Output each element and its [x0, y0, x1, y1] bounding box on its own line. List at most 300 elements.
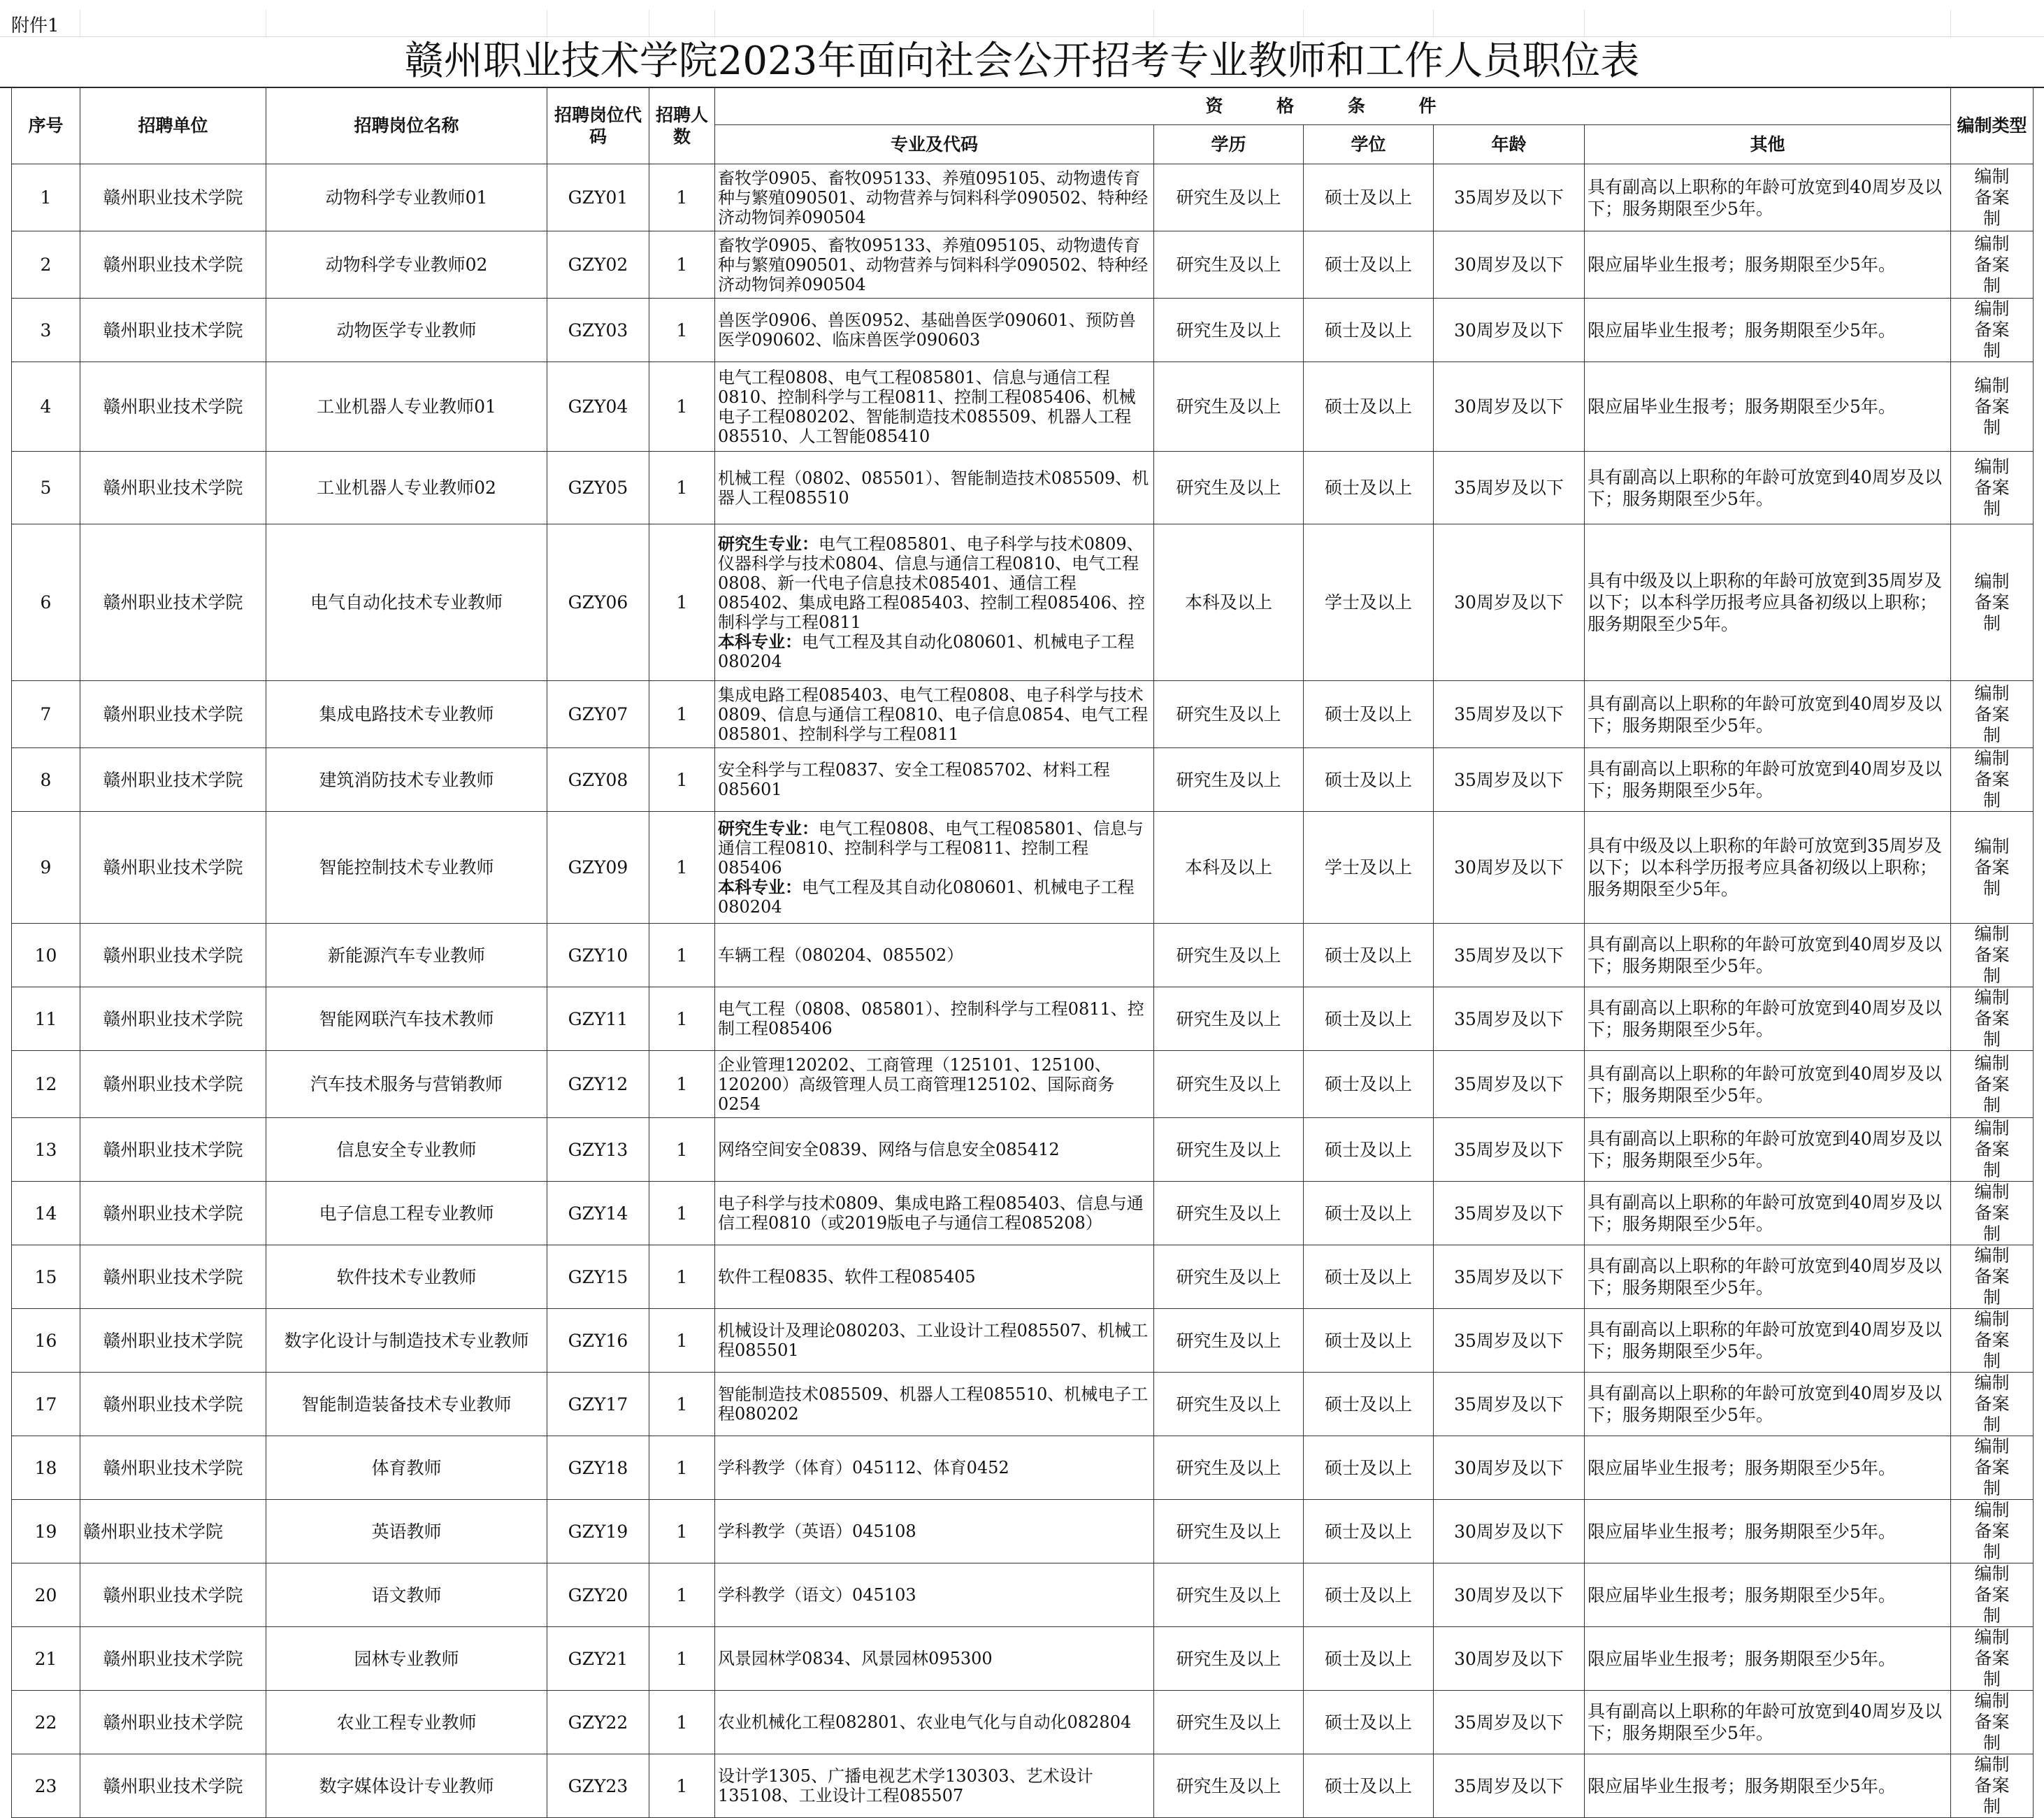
major-paragraph — [718, 878, 1151, 917]
cell-count: 1 — [649, 1182, 715, 1245]
cell-post-name: 建筑消防技术专业教师 — [266, 748, 547, 812]
annex-row — [0, 10, 2044, 37]
cell-post-code: GZY03 — [547, 299, 649, 362]
header-count: 招聘人数 — [649, 87, 715, 164]
cell-seq: 21 — [12, 1627, 80, 1691]
cell-age: 35周岁及以下 — [1434, 1691, 1585, 1754]
major-text: 网络空间安全0839、网络与信息安全085412 — [718, 1140, 1060, 1159]
cell-other: 限应届毕业生报考；服务期限至少5年。 — [1585, 1500, 1951, 1563]
cell-age: 35周岁及以下 — [1434, 452, 1585, 524]
cell-education: 研究生及以上 — [1154, 1118, 1304, 1182]
table-row — [12, 1118, 2034, 1182]
cell-age: 35周岁及以下 — [1434, 1051, 1585, 1118]
cell-education: 研究生及以上 — [1154, 1563, 1304, 1627]
sheet-gridline — [1153, 10, 1154, 36]
sheet-gridline — [1433, 10, 1434, 36]
cell-degree: 硕士及以上 — [1304, 362, 1434, 452]
cell-major — [715, 1500, 1154, 1563]
major-text: 机械设计及理论080203、工业设计工程085507、机械工程085501 — [718, 1321, 1149, 1360]
cell-age: 30周岁及以下 — [1434, 1436, 1585, 1500]
cell-other: 具有副高以上职称的年龄可放宽到40周岁及以下；服务期限至少5年。 — [1585, 924, 1951, 987]
cell-unit: 赣州职业技术学院 — [80, 362, 266, 452]
cell-other: 限应届毕业生报考；服务期限至少5年。 — [1585, 1754, 1951, 1818]
cell-age: 30周岁及以下 — [1434, 524, 1585, 681]
table-row — [12, 1691, 2034, 1754]
major-text: 学科教学（英语）045108 — [718, 1522, 916, 1541]
cell-count: 1 — [649, 987, 715, 1051]
major-text: 兽医学0906、兽医0952、基础兽医学090601、预防兽医学090602、临床兽医学090603 — [718, 310, 1136, 350]
header-post-name: 招聘岗位名称 — [266, 87, 547, 164]
major-category-label: 研究生专业： — [718, 818, 819, 838]
cell-post-code: GZY19 — [547, 1500, 649, 1563]
cell-other: 具有中级及以上职称的年龄可放宽到35周岁及以下；以本科学历报考应具备初级以上职称；服务期限至少5年。 — [1585, 524, 1951, 681]
cell-education: 研究生及以上 — [1154, 1182, 1304, 1245]
header-education: 学历 — [1154, 125, 1304, 164]
header-staffing: 编制类型 — [1951, 87, 2034, 164]
cell-unit: 赣州职业技术学院 — [80, 1627, 266, 1691]
cell-count: 1 — [649, 524, 715, 681]
table-row — [12, 1754, 2034, 1818]
cell-education: 研究生及以上 — [1154, 1245, 1304, 1309]
cell-other: 具有副高以上职称的年龄可放宽到40周岁及以下；服务期限至少5年。 — [1585, 681, 1951, 748]
table-row — [12, 1245, 2034, 1309]
cell-degree: 硕士及以上 — [1304, 681, 1434, 748]
cell-major — [715, 299, 1154, 362]
major-text: 电气工程及其自动化080601、机械电子工程080204 — [718, 877, 1135, 917]
cell-age: 35周岁及以下 — [1434, 748, 1585, 812]
table-row — [12, 1051, 2034, 1118]
cell-post-code: GZY20 — [547, 1563, 649, 1627]
major-text: 机械工程（0802、085501）、智能制造技术085509、机器人工程085510 — [718, 468, 1149, 508]
table-row — [12, 1436, 2034, 1500]
cell-education: 研究生及以上 — [1154, 299, 1304, 362]
cell-age: 30周岁及以下 — [1434, 231, 1585, 299]
cell-age: 35周岁及以下 — [1434, 1245, 1585, 1309]
cell-seq: 1 — [12, 164, 80, 231]
cell-post-name: 数字媒体设计专业教师 — [266, 1754, 547, 1818]
cell-count: 1 — [649, 812, 715, 924]
major-paragraph — [718, 468, 1151, 508]
cell-staffing: 编制备案制 — [1951, 748, 2034, 812]
cell-degree: 硕士及以上 — [1304, 987, 1434, 1051]
cell-seq: 10 — [12, 924, 80, 987]
major-text: 安全科学与工程0837、安全工程085702、材料工程085601 — [718, 760, 1110, 799]
cell-seq: 4 — [12, 362, 80, 452]
cell-post-code: GZY10 — [547, 924, 649, 987]
major-category-label: 本科专业： — [718, 877, 802, 897]
cell-unit: 赣州职业技术学院 — [80, 987, 266, 1051]
table-row — [12, 164, 2034, 231]
cell-education: 本科及以上 — [1154, 524, 1304, 681]
cell-unit: 赣州职业技术学院 — [80, 1691, 266, 1754]
cell-other: 限应届毕业生报考；服务期限至少5年。 — [1585, 362, 1951, 452]
cell-post-code: GZY15 — [547, 1245, 649, 1309]
cell-staffing: 编制备案制 — [1951, 299, 2034, 362]
cell-other: 具有副高以上职称的年龄可放宽到40周岁及以下；服务期限至少5年。 — [1585, 1118, 1951, 1182]
major-text: 设计学1305、广播电视艺术学130303、艺术设计135108、工业设计工程085507 — [718, 1766, 1093, 1805]
cell-degree: 硕士及以上 — [1304, 1182, 1434, 1245]
cell-post-name: 工业机器人专业教师02 — [266, 452, 547, 524]
cell-unit: 赣州职业技术学院 — [80, 1500, 266, 1563]
cell-count: 1 — [649, 1563, 715, 1627]
cell-unit: 赣州职业技术学院 — [80, 231, 266, 299]
major-paragraph — [718, 534, 1151, 632]
cell-education: 研究生及以上 — [1154, 1627, 1304, 1691]
cell-degree: 硕士及以上 — [1304, 1118, 1434, 1182]
cell-age: 35周岁及以下 — [1434, 164, 1585, 231]
cell-staffing: 编制备案制 — [1951, 681, 2034, 748]
cell-seq: 17 — [12, 1373, 80, 1436]
major-paragraph — [718, 1649, 1151, 1668]
cell-post-name: 信息安全专业教师 — [266, 1118, 547, 1182]
cell-education: 研究生及以上 — [1154, 1051, 1304, 1118]
cell-degree: 硕士及以上 — [1304, 1500, 1434, 1563]
cell-other: 具有副高以上职称的年龄可放宽到40周岁及以下；服务期限至少5年。 — [1585, 1373, 1951, 1436]
cell-staffing: 编制备案制 — [1951, 1051, 2034, 1118]
cell-unit: 赣州职业技术学院 — [80, 1563, 266, 1627]
cell-other: 限应届毕业生报考；服务期限至少5年。 — [1585, 299, 1951, 362]
cell-degree: 硕士及以上 — [1304, 1691, 1434, 1754]
cell-seq: 20 — [12, 1563, 80, 1627]
cell-count: 1 — [649, 1627, 715, 1691]
major-paragraph — [718, 1766, 1151, 1805]
cell-count: 1 — [649, 1754, 715, 1818]
major-text: 智能制造技术085509、机器人工程085510、机械电子工程080202 — [718, 1384, 1149, 1424]
cell-education: 研究生及以上 — [1154, 681, 1304, 748]
cell-count: 1 — [649, 231, 715, 299]
table-row — [12, 987, 2034, 1051]
cell-count: 1 — [649, 452, 715, 524]
cell-degree: 硕士及以上 — [1304, 1245, 1434, 1309]
cell-post-code: GZY21 — [547, 1627, 649, 1691]
cell-unit: 赣州职业技术学院 — [80, 1309, 266, 1373]
major-paragraph — [718, 1194, 1151, 1233]
cell-other: 限应届毕业生报考；服务期限至少5年。 — [1585, 231, 1951, 299]
header-other: 其他 — [1585, 125, 1951, 164]
cell-count: 1 — [649, 748, 715, 812]
cell-post-name: 农业工程专业教师 — [266, 1691, 547, 1754]
table-row — [12, 524, 2034, 681]
major-paragraph — [718, 1712, 1151, 1732]
cell-major — [715, 164, 1154, 231]
cell-staffing: 编制备案制 — [1951, 164, 2034, 231]
cell-staffing: 编制备案制 — [1951, 1754, 2034, 1818]
cell-post-code: GZY05 — [547, 452, 649, 524]
page-title: 赣州职业技术学院2023年面向社会公开招考专业教师和工作人员职位表 — [0, 36, 2044, 88]
major-text: 电气工程及其自动化080601、机械电子工程080204 — [718, 631, 1135, 671]
cell-education: 研究生及以上 — [1154, 987, 1304, 1051]
major-text: 电气工程0808、电气工程085801、信息与通信工程0810、控制科学与工程0811、控制工程085406 — [718, 818, 1144, 878]
cell-degree: 学士及以上 — [1304, 812, 1434, 924]
cell-degree: 硕士及以上 — [1304, 231, 1434, 299]
cell-staffing: 编制备案制 — [1951, 987, 2034, 1051]
header-qualifications — [715, 87, 1951, 125]
cell-post-name: 智能网联汽车技术教师 — [266, 987, 547, 1051]
header-post-code: 招聘岗位代码 — [547, 87, 649, 164]
cell-age: 30周岁及以下 — [1434, 1627, 1585, 1691]
cell-count: 1 — [649, 1118, 715, 1182]
cell-count: 1 — [649, 1051, 715, 1118]
cell-other: 限应届毕业生报考；服务期限至少5年。 — [1585, 1627, 1951, 1691]
cell-age: 35周岁及以下 — [1434, 1182, 1585, 1245]
cell-education: 研究生及以上 — [1154, 1309, 1304, 1373]
cell-other: 具有副高以上职称的年龄可放宽到40周岁及以下；服务期限至少5年。 — [1585, 164, 1951, 231]
header-unit: 招聘单位 — [80, 87, 266, 164]
cell-degree: 硕士及以上 — [1304, 452, 1434, 524]
cell-major — [715, 812, 1154, 924]
cell-post-name: 汽车技术服务与营销教师 — [266, 1051, 547, 1118]
cell-post-name: 新能源汽车专业教师 — [266, 924, 547, 987]
cell-education: 研究生及以上 — [1154, 362, 1304, 452]
cell-age: 35周岁及以下 — [1434, 1309, 1585, 1373]
cell-unit: 赣州职业技术学院 — [80, 164, 266, 231]
cell-seq: 13 — [12, 1118, 80, 1182]
cell-post-name: 软件技术专业教师 — [266, 1245, 547, 1309]
cell-post-code: GZY09 — [547, 812, 649, 924]
cell-seq: 8 — [12, 748, 80, 812]
cell-post-name: 动物科学专业教师02 — [266, 231, 547, 299]
cell-post-name: 动物科学专业教师01 — [266, 164, 547, 231]
cell-staffing: 编制备案制 — [1951, 1691, 2034, 1754]
cell-major — [715, 924, 1154, 987]
cell-unit: 赣州职业技术学院 — [80, 524, 266, 681]
major-paragraph — [718, 945, 1151, 965]
cell-post-name: 智能控制技术专业教师 — [266, 812, 547, 924]
cell-seq: 6 — [12, 524, 80, 681]
cell-age: 30周岁及以下 — [1434, 1563, 1585, 1627]
cell-education: 本科及以上 — [1154, 812, 1304, 924]
cell-seq: 14 — [12, 1182, 80, 1245]
cell-count: 1 — [649, 1500, 715, 1563]
cell-age: 30周岁及以下 — [1434, 299, 1585, 362]
cell-seq: 2 — [12, 231, 80, 299]
cell-major — [715, 1051, 1154, 1118]
cell-age: 35周岁及以下 — [1434, 924, 1585, 987]
cell-staffing: 编制备案制 — [1951, 1373, 2034, 1436]
cell-age: 35周岁及以下 — [1434, 987, 1585, 1051]
cell-seq: 23 — [12, 1754, 80, 1818]
major-text: 集成电路工程085403、电气工程0808、电子科学与技术0809、信息与通信工程0810、电子信息0854、电气工程085801、控制科学与工程0811 — [718, 685, 1149, 744]
cell-education: 研究生及以上 — [1154, 748, 1304, 812]
cell-staffing: 编制备案制 — [1951, 812, 2034, 924]
table-row — [12, 681, 2034, 748]
table-row — [12, 362, 2034, 452]
major-text: 畜牧学0905、畜牧095133、养殖095105、动物遗传育种与繁殖090501、动物营养与饲料科学090502、特种经济动物饲养090504 — [718, 235, 1149, 294]
cell-degree: 硕士及以上 — [1304, 1051, 1434, 1118]
major-text: 农业机械化工程082801、农业电气化与自动化082804 — [718, 1712, 1132, 1732]
annex-label: 附件1 — [11, 15, 59, 36]
major-category-label: 研究生专业： — [718, 534, 819, 554]
cell-unit: 赣州职业技术学院 — [80, 1373, 266, 1436]
major-paragraph — [718, 236, 1151, 294]
cell-post-code: GZY14 — [547, 1182, 649, 1245]
table-row — [12, 1373, 2034, 1436]
cell-unit: 赣州职业技术学院 — [80, 1245, 266, 1309]
cell-staffing: 编制备案制 — [1951, 362, 2034, 452]
table-row — [12, 1309, 2034, 1373]
cell-staffing: 编制备案制 — [1951, 1245, 2034, 1309]
cell-major — [715, 1118, 1154, 1182]
major-paragraph — [718, 1321, 1151, 1360]
cell-education: 研究生及以上 — [1154, 452, 1304, 524]
cell-post-code: GZY02 — [547, 231, 649, 299]
cell-post-code: GZY23 — [547, 1754, 649, 1818]
cell-degree: 硕士及以上 — [1304, 1563, 1434, 1627]
table-row — [12, 1182, 2034, 1245]
cell-seq: 5 — [12, 452, 80, 524]
sheet-gridline — [714, 10, 715, 36]
cell-staffing: 编制备案制 — [1951, 1627, 2034, 1691]
cell-seq: 15 — [12, 1245, 80, 1309]
cell-major — [715, 231, 1154, 299]
major-text: 学科教学（语文）045103 — [718, 1585, 916, 1605]
cell-post-name: 数字化设计与制造技术专业教师 — [266, 1309, 547, 1373]
cell-major — [715, 452, 1154, 524]
cell-age: 30周岁及以下 — [1434, 1500, 1585, 1563]
header-qualifications-text: 资 格 条 件 — [1205, 96, 1460, 116]
cell-degree: 硕士及以上 — [1304, 1373, 1434, 1436]
cell-unit: 赣州职业技术学院 — [80, 812, 266, 924]
cell-age: 30周岁及以下 — [1434, 362, 1585, 452]
cell-age: 30周岁及以下 — [1434, 812, 1585, 924]
cell-seq: 7 — [12, 681, 80, 748]
cell-seq: 11 — [12, 987, 80, 1051]
major-text: 风景园林学0834、风景园林095300 — [718, 1649, 993, 1668]
cell-count: 1 — [649, 362, 715, 452]
cell-post-name: 动物医学专业教师 — [266, 299, 547, 362]
table-row — [12, 452, 2034, 524]
cell-other: 具有副高以上职称的年龄可放宽到40周岁及以下；服务期限至少5年。 — [1585, 1691, 1951, 1754]
major-paragraph — [718, 999, 1151, 1038]
cell-count: 1 — [649, 1309, 715, 1373]
cell-age: 35周岁及以下 — [1434, 1373, 1585, 1436]
sheet-gridline — [1303, 10, 1304, 36]
cell-other: 具有副高以上职称的年龄可放宽到40周岁及以下；服务期限至少5年。 — [1585, 1182, 1951, 1245]
major-text: 企业管理120202、工商管理（125101、125100、120200）高级管理人员工商管理125102、国际商务0254 — [718, 1054, 1115, 1114]
major-paragraph — [718, 685, 1151, 744]
cell-unit: 赣州职业技术学院 — [80, 299, 266, 362]
cell-post-code: GZY22 — [547, 1691, 649, 1754]
major-text: 电气工程（0808、085801）、控制科学与工程0811、控制工程085406 — [718, 999, 1144, 1038]
cell-staffing: 编制备案制 — [1951, 452, 2034, 524]
cell-education: 研究生及以上 — [1154, 1436, 1304, 1500]
cell-staffing: 编制备案制 — [1951, 1563, 2034, 1627]
cell-other: 限应届毕业生报考；服务期限至少5年。 — [1585, 1436, 1951, 1500]
cell-count: 1 — [649, 299, 715, 362]
table-row — [12, 231, 2034, 299]
cell-age: 35周岁及以下 — [1434, 681, 1585, 748]
cell-unit: 赣州职业技术学院 — [80, 924, 266, 987]
major-text: 电子科学与技术0809、集成电路工程085403、信息与通信工程0810（或2019版电子与通信工程085208） — [718, 1194, 1144, 1233]
cell-other: 具有副高以上职称的年龄可放宽到40周岁及以下；服务期限至少5年。 — [1585, 748, 1951, 812]
cell-degree: 硕士及以上 — [1304, 924, 1434, 987]
cell-degree: 硕士及以上 — [1304, 1754, 1434, 1818]
cell-seq: 16 — [12, 1309, 80, 1373]
cell-post-code: GZY13 — [547, 1118, 649, 1182]
cell-seq: 3 — [12, 299, 80, 362]
major-paragraph — [718, 819, 1151, 878]
cell-seq: 9 — [12, 812, 80, 924]
cell-post-name: 电气自动化技术专业教师 — [266, 524, 547, 681]
cell-unit: 赣州职业技术学院 — [80, 681, 266, 748]
cell-education: 研究生及以上 — [1154, 1691, 1304, 1754]
header-seq: 序号 — [12, 87, 80, 164]
cell-degree: 硕士及以上 — [1304, 164, 1434, 231]
major-paragraph — [718, 1267, 1151, 1287]
cell-post-name: 英语教师 — [266, 1500, 547, 1563]
cell-unit: 赣州职业技术学院 — [80, 1051, 266, 1118]
cell-unit: 赣州职业技术学院 — [80, 452, 266, 524]
cell-age: 35周岁及以下 — [1434, 1118, 1585, 1182]
cell-staffing: 编制备案制 — [1951, 524, 2034, 681]
cell-seq: 12 — [12, 1051, 80, 1118]
cell-post-name: 工业机器人专业教师01 — [266, 362, 547, 452]
sheet-gridline — [1584, 10, 1585, 36]
major-text: 车辆工程（080204、085502） — [718, 945, 964, 965]
cell-post-code: GZY18 — [547, 1436, 649, 1500]
header-age: 年龄 — [1434, 125, 1585, 164]
cell-post-code: GZY17 — [547, 1373, 649, 1436]
cell-post-code: GZY04 — [547, 362, 649, 452]
cell-count: 1 — [649, 681, 715, 748]
table-row — [12, 299, 2034, 362]
major-paragraph — [718, 368, 1151, 446]
cell-seq: 19 — [12, 1500, 80, 1563]
table-row — [12, 1627, 2034, 1691]
cell-degree: 硕士及以上 — [1304, 1436, 1434, 1500]
cell-age: 35周岁及以下 — [1434, 1754, 1585, 1818]
major-paragraph — [718, 169, 1151, 227]
cell-major — [715, 1309, 1154, 1373]
major-category-label: 本科专业： — [718, 631, 802, 652]
cell-post-name: 语文教师 — [266, 1563, 547, 1627]
cell-degree: 硕士及以上 — [1304, 1627, 1434, 1691]
cell-post-code: GZY07 — [547, 681, 649, 748]
cell-major — [715, 1182, 1154, 1245]
cell-education: 研究生及以上 — [1154, 1500, 1304, 1563]
table-row — [12, 748, 2034, 812]
cell-education: 研究生及以上 — [1154, 1754, 1304, 1818]
cell-major — [715, 362, 1154, 452]
cell-major — [715, 1754, 1154, 1818]
cell-degree: 硕士及以上 — [1304, 1309, 1434, 1373]
cell-degree: 学士及以上 — [1304, 524, 1434, 681]
cell-post-name: 体育教师 — [266, 1436, 547, 1500]
header-major: 专业及代码 — [715, 125, 1154, 164]
cell-staffing: 编制备案制 — [1951, 924, 2034, 987]
cell-staffing: 编制备案制 — [1951, 1182, 2034, 1245]
cell-count: 1 — [649, 164, 715, 231]
cell-major — [715, 1436, 1154, 1500]
cell-seq: 22 — [12, 1691, 80, 1754]
cell-education: 研究生及以上 — [1154, 1373, 1304, 1436]
sheet-gridline — [1950, 10, 1951, 36]
major-text: 电气工程085801、电子科学与技术0809、仪器科学与技术0804、信息与通信工程0810、电气工程0808、新一代电子信息技术085401、通信工程085402、集成电路工程085403、控制工程085406、控制科学与工程0811 — [718, 534, 1145, 632]
cell-unit: 赣州职业技术学院 — [80, 748, 266, 812]
major-paragraph — [718, 1585, 1151, 1605]
cell-staffing: 编制备案制 — [1951, 1500, 2034, 1563]
cell-staffing: 编制备案制 — [1951, 231, 2034, 299]
cell-staffing: 编制备案制 — [1951, 1118, 2034, 1182]
major-paragraph — [718, 1458, 1151, 1477]
major-text: 电气工程0808、电气工程085801、信息与通信工程0810、控制科学与工程0811、控制工程085406、机械电子工程080202、智能制造技术085509、机器人工程085510、人工智能085410 — [718, 367, 1136, 446]
cell-major — [715, 1373, 1154, 1436]
cell-post-name: 智能制造装备技术专业教师 — [266, 1373, 547, 1436]
cell-degree: 硕士及以上 — [1304, 299, 1434, 362]
major-text: 畜牧学0905、畜牧095133、养殖095105、动物遗传育种与繁殖090501、动物营养与饲料科学090502、特种经济动物饲养090504 — [718, 168, 1149, 227]
cell-post-code: GZY11 — [547, 987, 649, 1051]
major-text: 学科教学（体育）045112、体育0452 — [718, 1458, 1009, 1477]
